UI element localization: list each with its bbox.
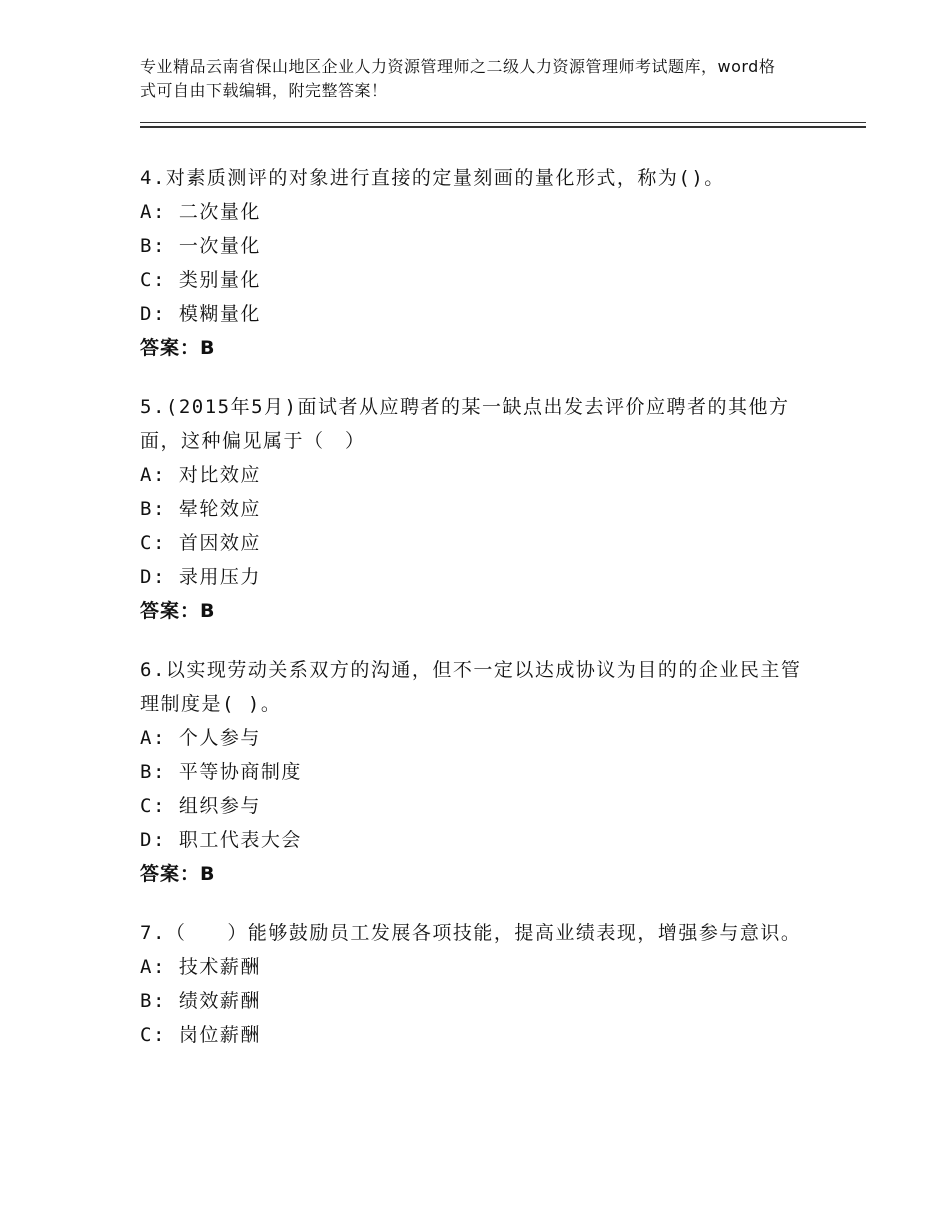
question-option: B: 平等协商制度 [140, 761, 302, 783]
question-item [140, 916, 820, 1052]
question-item [140, 161, 820, 365]
question-stem: 6.以实现劳动关系双方的沟通，但不一定以达成协议为目的的企业民主管理制度是( )。 [140, 659, 802, 715]
question-option: B: 绩效薪酬 [140, 990, 261, 1012]
question-answer: 答案：B [140, 863, 216, 885]
question-answer: 答案：B [140, 337, 216, 359]
question-stem: 5.(2015年5月)面试者从应聘者的某一缺点出发去评价应聘者的其他方面，这种偏见属于（ ） [140, 396, 790, 452]
question-item [140, 390, 820, 628]
question-option: B: 一次量化 [140, 235, 261, 257]
question-option: D: 职工代表大会 [140, 829, 302, 851]
question-option: A: 对比效应 [140, 464, 261, 486]
question-stem: 7.（ ）能够鼓励员工发展各项技能，提高业绩表现，增强参与意识。 [140, 922, 802, 944]
question-option: B: 晕轮效应 [140, 498, 261, 520]
question-option: C: 组织参与 [140, 795, 261, 817]
question-list [140, 161, 820, 1077]
question-stem: 4.对素质测评的对象进行直接的定量刻画的量化形式，称为()。 [140, 167, 725, 189]
question-option: C: 首因效应 [140, 532, 261, 554]
document-header-title: 专业精品云南省保山地区企业人力资源管理师之二级人力资源管理师考试题库，word格式可自由下载编辑，附完整答案！ [140, 57, 776, 100]
question-option: A: 技术薪酬 [140, 956, 261, 978]
question-option: A: 个人参与 [140, 727, 261, 749]
question-option: C: 类别量化 [140, 269, 261, 291]
question-option: C: 岗位薪酬 [140, 1024, 261, 1046]
question-answer: 答案：B [140, 600, 216, 622]
question-option: A: 二次量化 [140, 201, 261, 223]
header-divider-thick [140, 126, 866, 128]
header-divider-thin [140, 122, 866, 123]
question-item [140, 653, 820, 891]
question-option: D: 模糊量化 [140, 303, 261, 325]
question-option: D: 录用压力 [140, 566, 261, 588]
